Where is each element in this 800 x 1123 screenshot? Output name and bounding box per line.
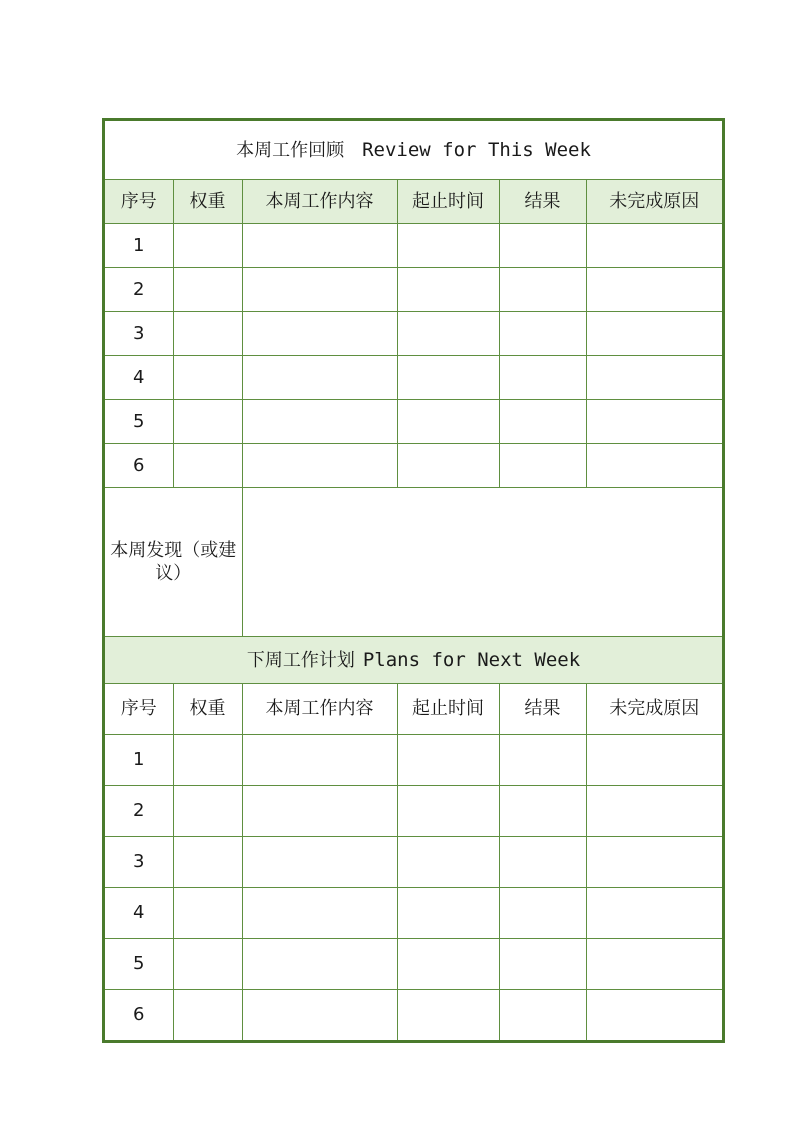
- plan-title-row: [105, 637, 722, 684]
- header-cell-content: 本周工作内容: [242, 684, 397, 735]
- reason-cell[interactable]: [586, 400, 722, 444]
- table-row: [105, 356, 722, 400]
- content-cell[interactable]: [242, 356, 397, 400]
- weight-cell[interactable]: [173, 268, 242, 312]
- weight-cell[interactable]: [173, 400, 242, 444]
- table-row: [105, 312, 722, 356]
- row-number: 6: [105, 444, 173, 488]
- row-number: 3: [105, 312, 173, 356]
- header-cell-reason: 未完成原因: [586, 684, 722, 735]
- content-cell[interactable]: [242, 444, 397, 488]
- period-cell[interactable]: [397, 444, 499, 488]
- result-cell[interactable]: [499, 786, 586, 837]
- content-cell[interactable]: [242, 990, 397, 1041]
- row-number: 3: [105, 837, 173, 888]
- plan-title-en: Plans for Next Week: [362, 648, 581, 671]
- row-number: 5: [105, 939, 173, 990]
- weight-cell[interactable]: [173, 786, 242, 837]
- findings-label: 本周发现（或建议）: [105, 488, 242, 637]
- header-cell-result: 结果: [499, 180, 586, 224]
- weight-cell[interactable]: [173, 990, 242, 1041]
- result-cell[interactable]: [499, 312, 586, 356]
- content-cell[interactable]: [242, 735, 397, 786]
- table-row: [105, 400, 722, 444]
- period-cell[interactable]: [397, 837, 499, 888]
- reason-cell[interactable]: [586, 888, 722, 939]
- header-cell-weight: 权重: [173, 684, 242, 735]
- reason-cell[interactable]: [586, 312, 722, 356]
- period-cell[interactable]: [397, 990, 499, 1041]
- reason-cell[interactable]: [586, 990, 722, 1041]
- plan-title: [105, 637, 722, 684]
- reason-cell[interactable]: [586, 268, 722, 312]
- period-cell[interactable]: [397, 400, 499, 444]
- result-cell[interactable]: [499, 888, 586, 939]
- reason-cell[interactable]: [586, 444, 722, 488]
- weekly-report-table: [105, 121, 722, 1040]
- period-cell[interactable]: [397, 888, 499, 939]
- result-cell[interactable]: [499, 837, 586, 888]
- table-row: [105, 224, 722, 268]
- header-cell-result: 结果: [499, 684, 586, 735]
- period-cell[interactable]: [397, 939, 499, 990]
- row-number: 2: [105, 268, 173, 312]
- table-row: [105, 888, 722, 939]
- header-cell-period: 起止时间: [397, 180, 499, 224]
- reason-cell[interactable]: [586, 735, 722, 786]
- content-cell[interactable]: [242, 939, 397, 990]
- content-cell[interactable]: [242, 837, 397, 888]
- row-number: 4: [105, 888, 173, 939]
- row-number: 6: [105, 990, 173, 1041]
- weekly-report-form: [102, 118, 725, 1043]
- weight-cell[interactable]: [173, 735, 242, 786]
- review-title-en: Review for This Week: [362, 138, 591, 161]
- reason-cell[interactable]: [586, 786, 722, 837]
- weight-cell[interactable]: [173, 837, 242, 888]
- content-cell[interactable]: [242, 268, 397, 312]
- weight-cell[interactable]: [173, 356, 242, 400]
- review-title: [105, 121, 722, 180]
- plan-title-cn: 下周工作计划: [246, 649, 355, 671]
- period-cell[interactable]: [397, 735, 499, 786]
- period-cell[interactable]: [397, 268, 499, 312]
- review-title-row: [105, 121, 722, 180]
- weight-cell[interactable]: [173, 224, 242, 268]
- table-row: [105, 735, 722, 786]
- reason-cell[interactable]: [586, 837, 722, 888]
- result-cell[interactable]: [499, 444, 586, 488]
- header-cell-index: 序号: [105, 180, 173, 224]
- header-cell-reason: 未完成原因: [586, 180, 722, 224]
- table-row: [105, 786, 722, 837]
- row-number: 1: [105, 735, 173, 786]
- result-cell[interactable]: [499, 990, 586, 1041]
- content-cell[interactable]: [242, 312, 397, 356]
- period-cell[interactable]: [397, 356, 499, 400]
- reason-cell[interactable]: [586, 356, 722, 400]
- result-cell[interactable]: [499, 356, 586, 400]
- header-cell-index: 序号: [105, 684, 173, 735]
- period-cell[interactable]: [397, 312, 499, 356]
- findings-row: [105, 488, 722, 637]
- review-title-cn: 本周工作回顾: [236, 139, 345, 161]
- row-number: 1: [105, 224, 173, 268]
- table-row: [105, 444, 722, 488]
- weight-cell[interactable]: [173, 888, 242, 939]
- row-number: 5: [105, 400, 173, 444]
- result-cell[interactable]: [499, 735, 586, 786]
- row-number: 4: [105, 356, 173, 400]
- weight-cell[interactable]: [173, 312, 242, 356]
- result-cell[interactable]: [499, 939, 586, 990]
- content-cell[interactable]: [242, 224, 397, 268]
- table-row: [105, 939, 722, 990]
- weight-cell[interactable]: [173, 939, 242, 990]
- table-row: [105, 268, 722, 312]
- result-cell[interactable]: [499, 224, 586, 268]
- reason-cell[interactable]: [586, 224, 722, 268]
- row-number: 2: [105, 786, 173, 837]
- table-row: [105, 837, 722, 888]
- header-cell-period: 起止时间: [397, 684, 499, 735]
- content-cell[interactable]: [242, 400, 397, 444]
- plan-header-row: [105, 684, 722, 735]
- header-cell-weight: 权重: [173, 180, 242, 224]
- period-cell[interactable]: [397, 224, 499, 268]
- period-cell[interactable]: [397, 786, 499, 837]
- weight-cell[interactable]: [173, 444, 242, 488]
- table-row: [105, 990, 722, 1041]
- result-cell[interactable]: [499, 268, 586, 312]
- result-cell[interactable]: [499, 400, 586, 444]
- reason-cell[interactable]: [586, 939, 722, 990]
- content-cell[interactable]: [242, 786, 397, 837]
- findings-input-cell[interactable]: [242, 488, 722, 637]
- content-cell[interactable]: [242, 888, 397, 939]
- header-cell-content: 本周工作内容: [242, 180, 397, 224]
- review-header-row: [105, 180, 722, 224]
